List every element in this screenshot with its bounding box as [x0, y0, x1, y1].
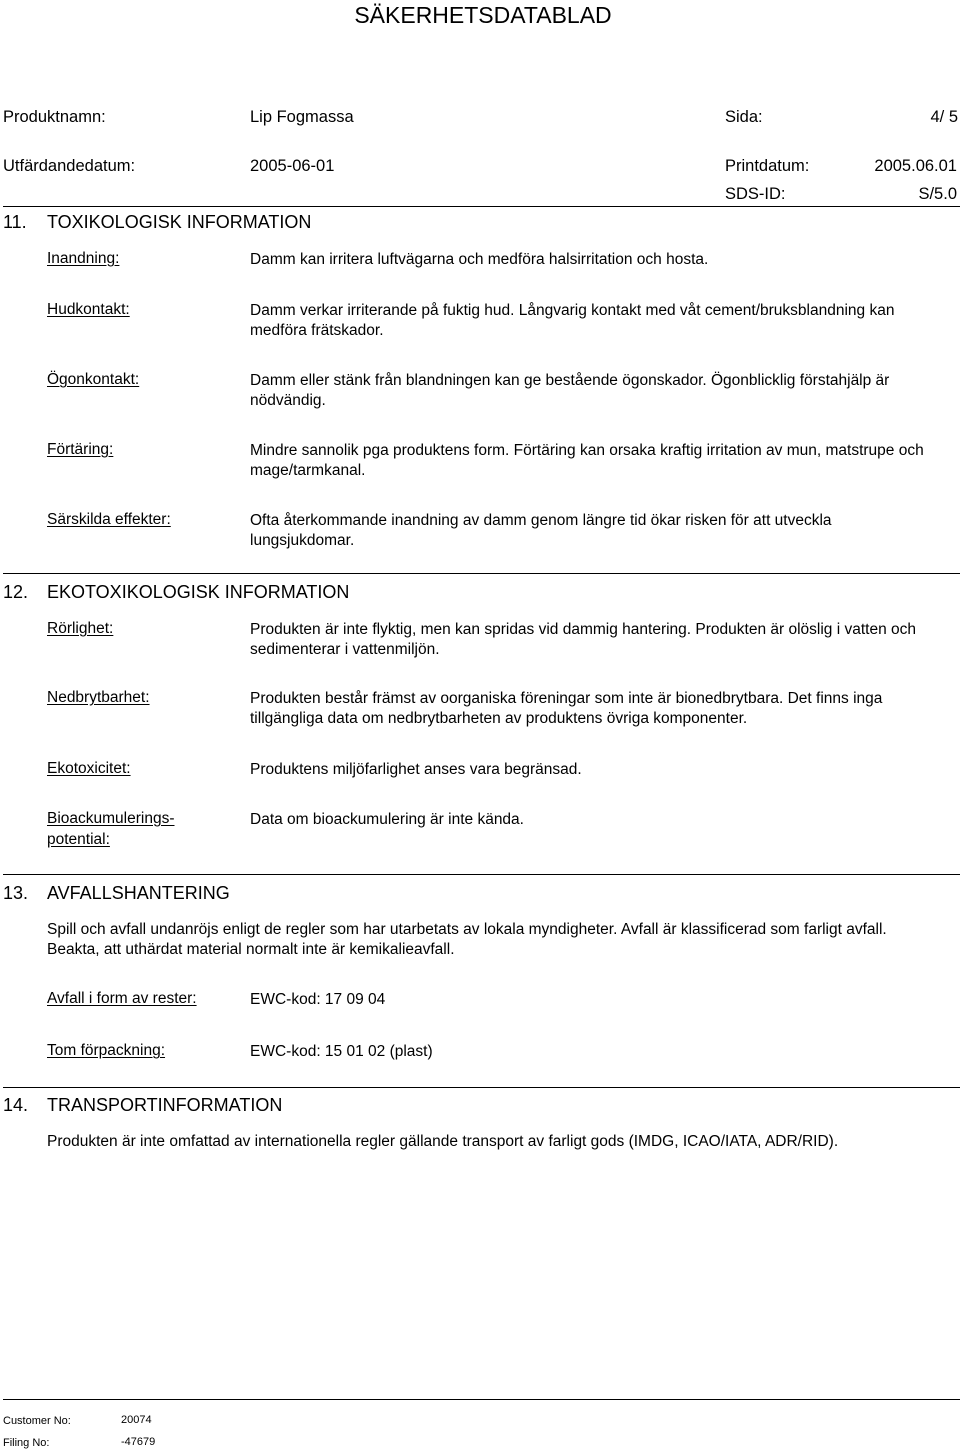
section-title: AVFALLSHANTERING — [47, 883, 230, 903]
section-number: 11. — [3, 212, 27, 232]
section-number: 12. — [3, 582, 29, 602]
section-title: TRANSPORTINFORMATION — [47, 1095, 283, 1115]
section-divider — [3, 206, 960, 207]
section-number: 14. — [3, 1095, 29, 1115]
filing-number-value: -47679 — [121, 1436, 156, 1448]
issue-date-value: 2005-06-01 — [250, 157, 335, 175]
section-13-heading — [3, 883, 230, 904]
residue-label: Avfall i form av rester: — [47, 990, 197, 1007]
issue-date-label: Utfärdandedatum: — [3, 157, 136, 175]
product-name-value: Lip Fogmassa — [250, 108, 354, 126]
skin-contact-label: Hudkontakt: — [47, 301, 130, 318]
skin-contact-text: Damm verkar irriterande på fuktig hud. Långvarig kontakt med våt cement/bruksblandning kan medföra frätskador. — [250, 302, 895, 339]
footer-divider — [3, 1399, 960, 1400]
section-11-heading — [3, 212, 311, 233]
print-date-value: 2005.06.01 — [874, 157, 957, 175]
section-divider — [3, 874, 960, 875]
waste-body-line2: Beakta, att uthärdat material normalt inte är kemikalieavfall. — [47, 941, 455, 958]
section-14-heading — [3, 1095, 282, 1116]
section-number: 13. — [3, 883, 29, 903]
degradability-text: Produkten består främst av oorganiska föreningar som inte är bionedbrytbara. Det finns inga tillgängliga data om nedbrytbarheten av produktens övriga komponenter. — [250, 690, 883, 727]
waste-body-line1: Spill och avfall undanröjs enligt de regler som har utarbetats av lokala myndigheter. Avfall är klassificerad som farligt avfall. — [47, 921, 887, 938]
ingestion-text: Mindre sannolik pga produktens form. Förtäring kan orsaka kraftig irritation av mun, matstrupe och mage/tarmkanal. — [250, 442, 924, 479]
product-name-label: Produktnamn: — [3, 108, 106, 126]
packaging-value: EWC-kod: 15 01 02 (plast) — [250, 1043, 433, 1060]
eye-contact-text: Damm eller stänk från blandningen kan ge bestående ögonskador. Ögonblicklig förstahjälp är nödvändig. — [250, 372, 890, 409]
eye-contact-label: Ögonkontakt: — [47, 371, 140, 388]
section-divider — [3, 573, 960, 574]
section-divider — [3, 1087, 960, 1088]
special-effects-text: Ofta återkommande inandning av damm genom längre tid ökar risken för att utveckla lungsjukdomar. — [250, 512, 832, 549]
bioaccumulation-label-line1: Bioackumulerings- — [47, 810, 175, 827]
bioaccumulation-text: Data om bioackumulering är inte kända. — [250, 811, 524, 828]
document-title: SÄKERHETSDATABLAD — [354, 2, 612, 28]
inhalation-text: Damm kan irritera luftvägarna och medföra halsirritation och hosta. — [250, 251, 709, 268]
sds-id-value: S/5.0 — [918, 185, 957, 203]
special-effects-label: Särskilda effekter: — [47, 511, 171, 528]
mobility-label: Rörlighet: — [47, 620, 114, 637]
sds-id-label: SDS-ID: — [725, 185, 786, 203]
packaging-label: Tom förpackning: — [47, 1042, 166, 1059]
page-value: 4/ 5 — [930, 108, 958, 126]
print-date-label: Printdatum: — [725, 157, 810, 175]
customer-number-value: 20074 — [121, 1414, 152, 1426]
ingestion-label: Förtäring: — [47, 441, 114, 458]
degradability-label: Nedbrytbarhet: — [47, 689, 150, 706]
filing-number-label: Filing No: — [3, 1437, 50, 1449]
mobility-text: Produkten är inte flyktig, men kan spridas vid dammig hantering. Produkten är olöslig i vatten och sedimenterar i vattenmiljön. — [250, 621, 916, 658]
page-label: Sida: — [725, 108, 763, 126]
inhalation-label: Inandning: — [47, 250, 120, 267]
section-12-heading — [3, 582, 349, 603]
ecotoxicity-text: Produktens miljöfarlighet anses vara begränsad. — [250, 761, 582, 778]
bioaccumulation-label-line2: potential: — [47, 831, 110, 848]
residue-value: EWC-kod: 17 09 04 — [250, 991, 386, 1008]
ecotoxicity-label: Ekotoxicitet: — [47, 760, 131, 777]
section-title: EKOTOXIKOLOGISK INFORMATION — [47, 582, 350, 602]
section-title: TOXIKOLOGISK INFORMATION — [47, 212, 312, 232]
customer-number-label: Customer No: — [3, 1415, 71, 1427]
transport-body: Produkten är inte omfattad av internationella regler gällande transport av farligt gods (IMDG, ICAO/IATA, ADR/RID). — [47, 1133, 839, 1150]
